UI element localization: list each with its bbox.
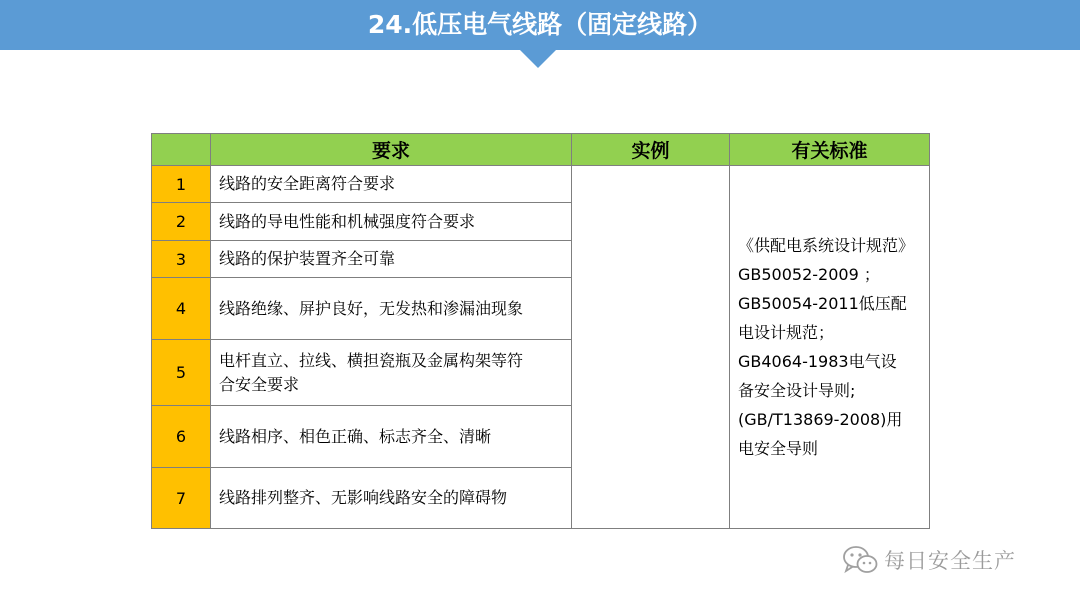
table-header-row (152, 134, 930, 166)
requirement-cell: 线路的保护装置齐全可靠 (211, 241, 572, 278)
title-banner (0, 0, 1080, 50)
header-example: 实例 (572, 134, 730, 166)
header-standards: 有关标准 (730, 134, 930, 166)
header-requirement: 要求 (211, 134, 572, 166)
watermark (842, 540, 1016, 580)
requirement-cell (211, 340, 572, 406)
row-number: 2 (152, 203, 211, 241)
standard-line: 电设计规范； (738, 323, 835, 342)
standard-line: 备安全设计导则; (738, 381, 856, 400)
example-cell (572, 166, 730, 529)
standard-line: 《供配电系统设计规范》 (738, 236, 915, 255)
requirement-line: 合安全要求 (219, 374, 300, 394)
requirement-cell: 线路的安全距离符合要求 (211, 166, 572, 203)
row-number: 4 (152, 278, 211, 340)
header-number (152, 134, 211, 166)
table-row (152, 166, 930, 203)
requirements-table (151, 133, 930, 529)
standard-line: GB4064-1983电气设 (738, 352, 897, 371)
requirement-cell: 线路的导电性能和机械强度符合要求 (211, 203, 572, 241)
row-number: 3 (152, 241, 211, 278)
watermark-text: 每日安全生产 (884, 549, 1016, 573)
row-number: 6 (152, 406, 211, 468)
standard-line: (GB/T13869-2008)用 (738, 410, 903, 429)
standard-line: GB50054-2011低压配 (738, 294, 907, 313)
requirement-cell: 线路相序、相色正确、标志齐全、清晰 (211, 406, 572, 468)
requirement-cell: 线路排列整齐、无影响线路安全的障碍物 (211, 468, 572, 529)
requirement-line: 电杆直立、拉线、横担瓷瓶及金属构架等符 (219, 350, 524, 370)
row-number: 1 (152, 166, 211, 203)
banner-pointer (520, 50, 556, 68)
row-number: 5 (152, 340, 211, 406)
row-number: 7 (152, 468, 211, 529)
standard-line: 电安全导则 (738, 439, 819, 458)
standard-line: GB50052-2009 ； (738, 265, 880, 284)
standards-cell (730, 166, 930, 529)
requirement-cell: 线路绝缘、屏护良好，无发热和渗漏油现象 (211, 278, 572, 340)
wechat-icon (842, 545, 878, 575)
page-title: 24.低压电气线路（固定线路） (367, 10, 713, 39)
